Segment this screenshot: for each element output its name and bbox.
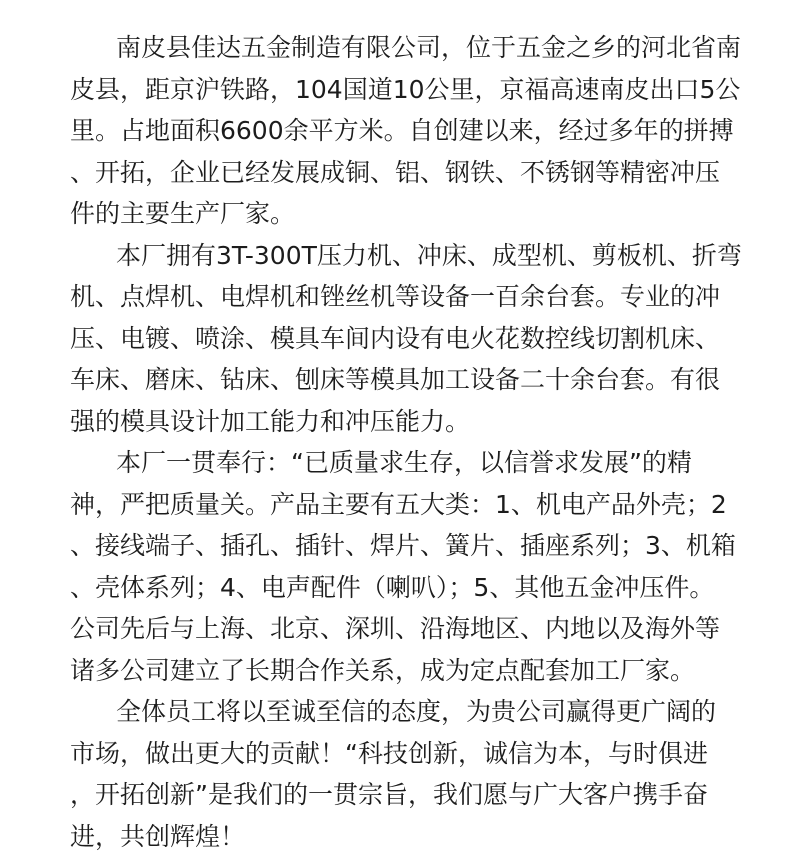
- text-line: 南皮县佳达五金制造有限公司，位于五金之乡的河北省南: [70, 27, 750, 69]
- text-line: ，开拓创新”是我们的一贯宗旨，我们愿与广大客户携手奋: [70, 774, 750, 816]
- text-line: 神，严把质量关。产品主要有五大类：1、机电产品外壳；2: [70, 484, 750, 526]
- paragraph-products: [70, 442, 750, 691]
- paragraph-company-location: [70, 27, 750, 235]
- text-line: 强的模具设计加工能力和冲压能力。: [70, 401, 750, 443]
- text-line: 本厂一贯奉行：“已质量求生存，以信誉求发展”的精: [70, 442, 750, 484]
- text-line: 、接线端子、插孔、插针、焊片、簧片、插座系列；3、机箱: [70, 525, 750, 567]
- text-line: 诸多公司建立了长期合作关系，成为定点配套加工厂家。: [70, 650, 750, 692]
- text-line: 压、电镀、喷涂、模具车间内设有电火花数控线切割机床、: [70, 318, 750, 360]
- text-line: 全体员工将以至诚至信的态度，为贵公司赢得更广阔的: [70, 691, 750, 733]
- text-line: 公司先后与上海、北京、深圳、沿海地区、内地以及海外等: [70, 608, 750, 650]
- text-line: 皮县，距京沪铁路，104国道10公里，京福高速南皮出口5公: [70, 69, 750, 111]
- paragraph-equipment: [70, 235, 750, 443]
- company-intro-text: [70, 27, 750, 857]
- text-line: 、壳体系列；4、电声配件（喇叭）；5、其他五金冲压件。: [70, 567, 750, 609]
- text-line: 本厂拥有3T-300T压力机、冲床、成型机、剪板机、折弯: [70, 235, 750, 277]
- text-line: 车床、磨床、钻床、刨床等模具加工设备二十余台套。有很: [70, 359, 750, 401]
- text-line: 里。占地面积6600余平方米。自创建以来，经过多年的拼搏: [70, 110, 750, 152]
- text-line: 、开拓，企业已经发展成铜、铝、钢铁、不锈钢等精密冲压: [70, 152, 750, 194]
- text-line: 进，共创辉煌！: [70, 816, 750, 857]
- text-line: 机、点焊机、电焊机和锉丝机等设备一百余台套。专业的冲: [70, 276, 750, 318]
- paragraph-mission: [70, 691, 750, 857]
- text-line: 件的主要生产厂家。: [70, 193, 750, 235]
- text-line: 市场，做出更大的贡献！“科技创新，诚信为本，与时俱进: [70, 733, 750, 775]
